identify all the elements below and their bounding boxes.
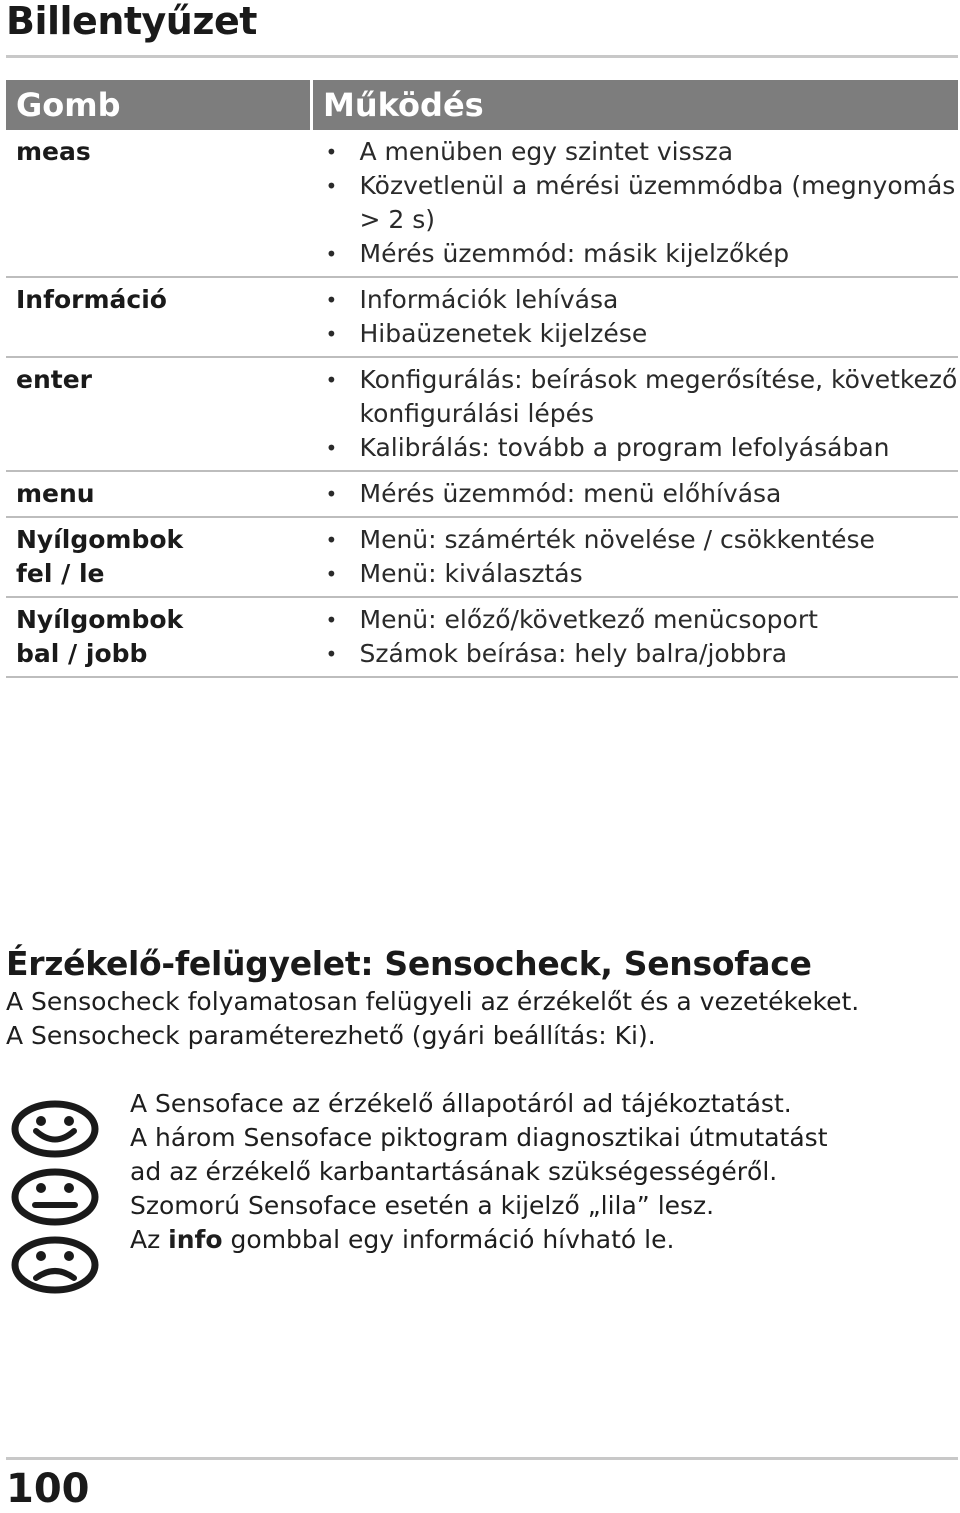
key-name: meas (16, 137, 91, 166)
function-cell (312, 471, 959, 517)
table-body (6, 130, 958, 677)
function-cell (312, 277, 959, 357)
info-line-prefix: Az (130, 1225, 169, 1254)
sensocheck-line: A Sensocheck paraméterezhető (gyári beállítás: Ki). (6, 1021, 656, 1050)
column-header-function: Működés (312, 80, 959, 130)
function-item: • Menü: számérték növelése / csökkentése (312, 523, 959, 557)
sad-face-icon (10, 1236, 100, 1294)
function-item: • Információk lehívása (312, 283, 959, 317)
function-item: • Hibaüzenetek kijelzése (312, 317, 959, 351)
function-list (312, 283, 959, 351)
function-item: • Közvetlenül a mérési üzemmódba (megnyomás > 2 s) (312, 169, 959, 237)
function-item: • Számok beírása: hely balra/jobbra (312, 637, 959, 671)
column-header-key: Gomb (6, 80, 312, 130)
key-name-cell (6, 471, 312, 517)
table-row (6, 357, 958, 471)
sensoface-description (130, 1087, 950, 1257)
function-cell (312, 597, 959, 677)
key-name: Nyílgombok (16, 525, 184, 554)
function-item: • Mérés üzemmód: másik kijelzőkép (312, 237, 959, 271)
key-name: enter (16, 365, 92, 394)
function-item: • Mérés üzemmód: menü előhívása (312, 477, 959, 511)
page-title: Billentyűzet (6, 0, 257, 43)
function-item: • Menü: kiválasztás (312, 557, 959, 591)
table-row (6, 471, 958, 517)
table-header-row (6, 80, 958, 130)
key-name: Nyílgombok (16, 605, 184, 634)
sensoface-info-line (130, 1223, 950, 1257)
function-list (312, 523, 959, 591)
sensoface-icons (10, 1100, 102, 1304)
table-row (6, 130, 958, 277)
key-name: menu (16, 479, 95, 508)
sensocheck-line: A Sensocheck folyamatosan felügyeli az érzékelőt és a vezetékeket. (6, 987, 860, 1016)
info-line-suffix: gombbal egy információ hívható le. (222, 1225, 675, 1254)
table-row (6, 277, 958, 357)
sensoface-line: A Sensoface az érzékelő állapotáról ad tájékoztatást. (130, 1089, 792, 1118)
function-cell (312, 517, 959, 597)
function-item: • A menüben egy szintet vissza (312, 135, 959, 169)
function-cell (312, 130, 959, 277)
happy-face-icon (10, 1100, 100, 1158)
key-name-cell (6, 357, 312, 471)
key-name-cell (6, 130, 312, 277)
section-heading: Érzékelő-felügyelet: Sensocheck, Sensoface (6, 944, 812, 983)
function-item: • Menü: előző/következő menücsoport (312, 603, 959, 637)
keypad-table (6, 80, 958, 678)
key-name: Információ (16, 285, 167, 314)
function-cell (312, 357, 959, 471)
key-name: bal / jobb (16, 639, 148, 668)
sensoface-line: Szomorú Sensoface esetén a kijelző „lila” lesz. (130, 1191, 715, 1220)
sensoface-line: A három Sensoface piktogram diagnosztikai útmutatást (130, 1123, 828, 1152)
page-number: 100 (6, 1466, 90, 1512)
function-list (312, 363, 959, 465)
function-list (312, 603, 959, 671)
table-row (6, 517, 958, 597)
function-item: • Konfigurálás: beírások megerősítése, következő konfigurálási lépés (312, 363, 959, 431)
key-name: fel / le (16, 559, 105, 588)
table-row (6, 597, 958, 677)
info-key-name: info (168, 1225, 223, 1254)
key-name-cell (6, 277, 312, 357)
sensocheck-description (6, 985, 956, 1053)
function-item: • Kalibrálás: tovább a program lefolyásában (312, 431, 959, 465)
title-divider (6, 55, 958, 58)
footer-divider (6, 1457, 958, 1460)
function-list (312, 135, 959, 271)
sensoface-line: ad az érzékelő karbantartásának szükségességéről. (130, 1157, 778, 1186)
key-name-cell (6, 517, 312, 597)
key-name-cell (6, 597, 312, 677)
function-list (312, 477, 959, 511)
neutral-face-icon (10, 1168, 100, 1226)
